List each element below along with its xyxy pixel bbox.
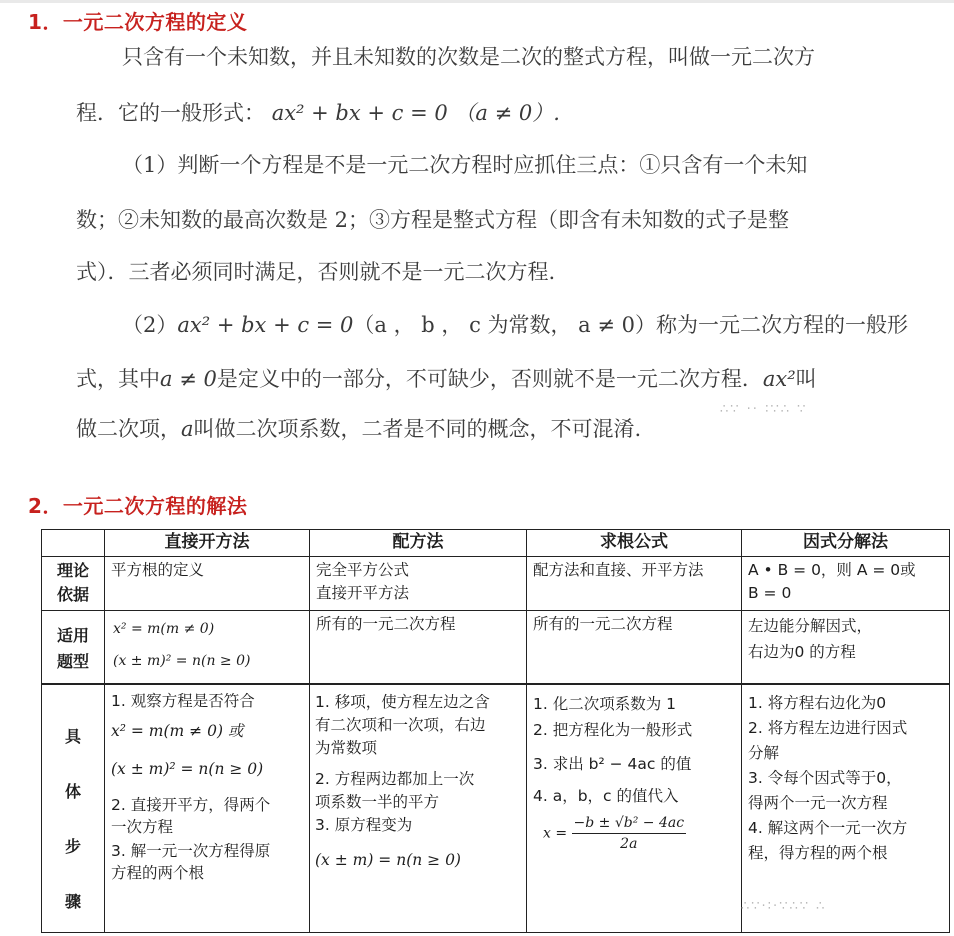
scope-factoring [748,613,948,681]
steps-direct-2: x² = m(m ≠ 0) 或 [111,722,244,740]
row-label-basis-2: 依据 [56,585,89,604]
header-direct-root: 直接开方法 [164,532,250,552]
table-line-header [41,556,950,557]
quadratic-term: ax² [762,367,796,391]
row-label-scope-1: 适用 [56,626,89,645]
point-2-line-2-end: 叫 [795,367,817,391]
steps-completing-7: (x ± m) = n(n ≥ 0) [315,851,461,869]
table-col-line-4 [741,529,742,933]
steps-completing-1: 1. 移项，使方程左边之含 [315,693,490,711]
point-2-line-3-start: 做二次项， [76,417,181,441]
row-label-scope-2: 题型 [56,652,89,671]
basis-completing-2: 直接开平方法 [316,584,410,602]
point-2-line-1 [76,310,952,340]
quadratic-formula-denominator: 2a [620,836,638,852]
table-border-right [949,529,950,933]
steps-completing-5: 项系数一半的平方 [315,793,440,811]
quadratic-formula-fraction [572,813,687,854]
row-label-basis [42,559,104,609]
section-1-title: 1．一元二次方程的定义 [28,10,248,34]
row-label-steps-1: 具 [64,727,81,746]
table-col-line-2 [309,529,310,933]
steps-formula-3: 3. 求出 b² − 4ac 的值 [533,755,692,773]
basis-factoring-2: B = 0 [748,584,792,602]
point-2-line-1-rest: （a ， b ， c 为常数， a ≠ 0）称为一元二次方程的一般形 [353,313,909,337]
steps-completing-3: 为常数项 [315,739,378,757]
general-form-condition: （a ≠ 0）. [454,101,560,125]
table-border-bottom [41,932,950,933]
point-2-equation: ax² + bx + c = 0 [177,313,354,337]
scope-direct-1: x² = m(m ≠ 0) [113,621,215,637]
row-label-scope [42,623,104,681]
steps-completing [315,691,525,931]
general-form-equation: ax² + bx + c = 0 [271,101,448,125]
definition-line-2 [76,98,906,128]
basis-completing [316,559,524,609]
steps-factoring-3: 分解 [748,744,780,762]
steps-factoring-4: 3. 令每个因式等于0， [748,769,902,787]
table-line-scope [41,683,950,685]
point-2-line-2-start: 式，其中 [76,367,160,391]
row-label-steps [42,709,104,929]
point-1-line-2: 数；②未知数的最高次数是 2；③方程是整式方程（即含有未知数的式子是整 [76,208,790,232]
basis-formula: 配方法和直接、开平方法 [533,561,704,579]
point-1-line-1: （1）判断一个方程是不是一元二次方程时应抓住三点：①只含有一个未知 [122,153,808,177]
steps-formula-4: 4. a，b，c 的值代入 [533,787,679,805]
table-line-basis [41,610,950,611]
row-label-steps-3: 步 [64,837,81,856]
point-2-condition: a ≠ 0 [160,367,217,391]
steps-formula-2: 2. 把方程化为一般形式 [533,721,693,739]
steps-factoring-2: 2. 将方程左边进行因式 [748,719,908,737]
steps-formula-1: 1. 化二次项系数为 1 [533,695,677,713]
methods-table [41,529,950,933]
steps-direct [111,691,308,931]
scope-direct-2: (x ± m)² = n(n ≥ 0) [113,653,251,669]
definition-line-1: 只含有一个未知数，并且未知数的次数是二次的整式方程，叫做一元二次方 [122,45,815,69]
scope-factoring-2: 右边为0 的方程 [748,643,856,661]
quadratic-formula-lhs: x = [543,825,568,842]
quadratic-formula [533,813,739,854]
steps-factoring-7: 程，得方程的两个根 [748,844,888,862]
header-completing-square: 配方法 [392,532,444,552]
table-col-line-3 [526,529,527,933]
watermark-smudge: ∴∵ ·· ∶∵∴ ∵ [720,402,808,417]
table-col-line-1 [104,529,105,933]
steps-factoring-5: 得两个一元一次方程 [748,794,888,812]
basis-direct: 平方根的定义 [111,561,205,579]
row-label-steps-4: 骤 [64,892,81,911]
steps-completing-6: 3. 原方程变为 [315,816,413,834]
scope-direct [113,613,307,681]
quadratic-formula-numerator: −b ± √b² − 4ac [572,813,687,834]
point-2-prefix: （2） [122,313,178,337]
steps-factoring [748,691,948,931]
scope-formula: 所有的一元二次方程 [533,615,673,633]
steps-direct-1: 1. 观察方程是否符合 [111,692,255,710]
row-label-steps-2: 体 [64,782,81,801]
basis-factoring-1: A • B = 0，则 A = 0或 [748,561,916,579]
steps-direct-3: (x ± m)² = n(n ≥ 0) [111,760,264,778]
steps-completing-2: 有二次项和一次项，右边 [315,716,486,734]
watermark-smudge-2: ∴∵·∶·∵∴∵ ∴ [741,899,827,914]
steps-direct-4: 2. 直接开平方，得两个 [111,796,271,814]
point-2-line-3-rest: 叫做二次项系数，二者是不同的概念，不可混淆. [193,417,642,441]
point-1-line-3: 式）．三者必须同时满足，否则就不是一元二次方程. [76,260,556,284]
point-2-line-3 [76,414,906,444]
point-2-line-2-mid: 是定义中的一部分，不可缺少，否则就不是一元二次方程． [216,367,763,391]
header-factoring: 因式分解法 [803,532,888,552]
steps-formula [533,691,739,931]
coefficient-variable: a [181,417,194,441]
steps-factoring-6: 4. 解这两个一元一次方 [748,819,908,837]
definition-line-2-text: 程．它的一般形式： [76,101,265,125]
section-2-title: 2．一元二次方程的解法 [28,494,248,518]
steps-completing-4: 2. 方程两边都加上一次 [315,770,475,788]
scope-factoring-1: 左边能分解因式， [748,617,873,635]
row-label-basis-1: 理论 [56,561,89,580]
steps-direct-5: 一次方程 [111,818,174,836]
header-quadratic-formula: 求根公式 [600,532,668,552]
steps-direct-7: 方程的两个根 [111,864,205,882]
point-2-line-2 [76,364,906,394]
top-divider [0,0,954,3]
basis-factoring [748,559,948,609]
scope-completing: 所有的一元二次方程 [316,615,456,633]
basis-completing-1: 完全平方公式 [316,561,410,579]
steps-factoring-1: 1. 将方程右边化为0 [748,694,887,712]
steps-direct-6: 3. 解一元一次方程得原 [111,842,271,860]
